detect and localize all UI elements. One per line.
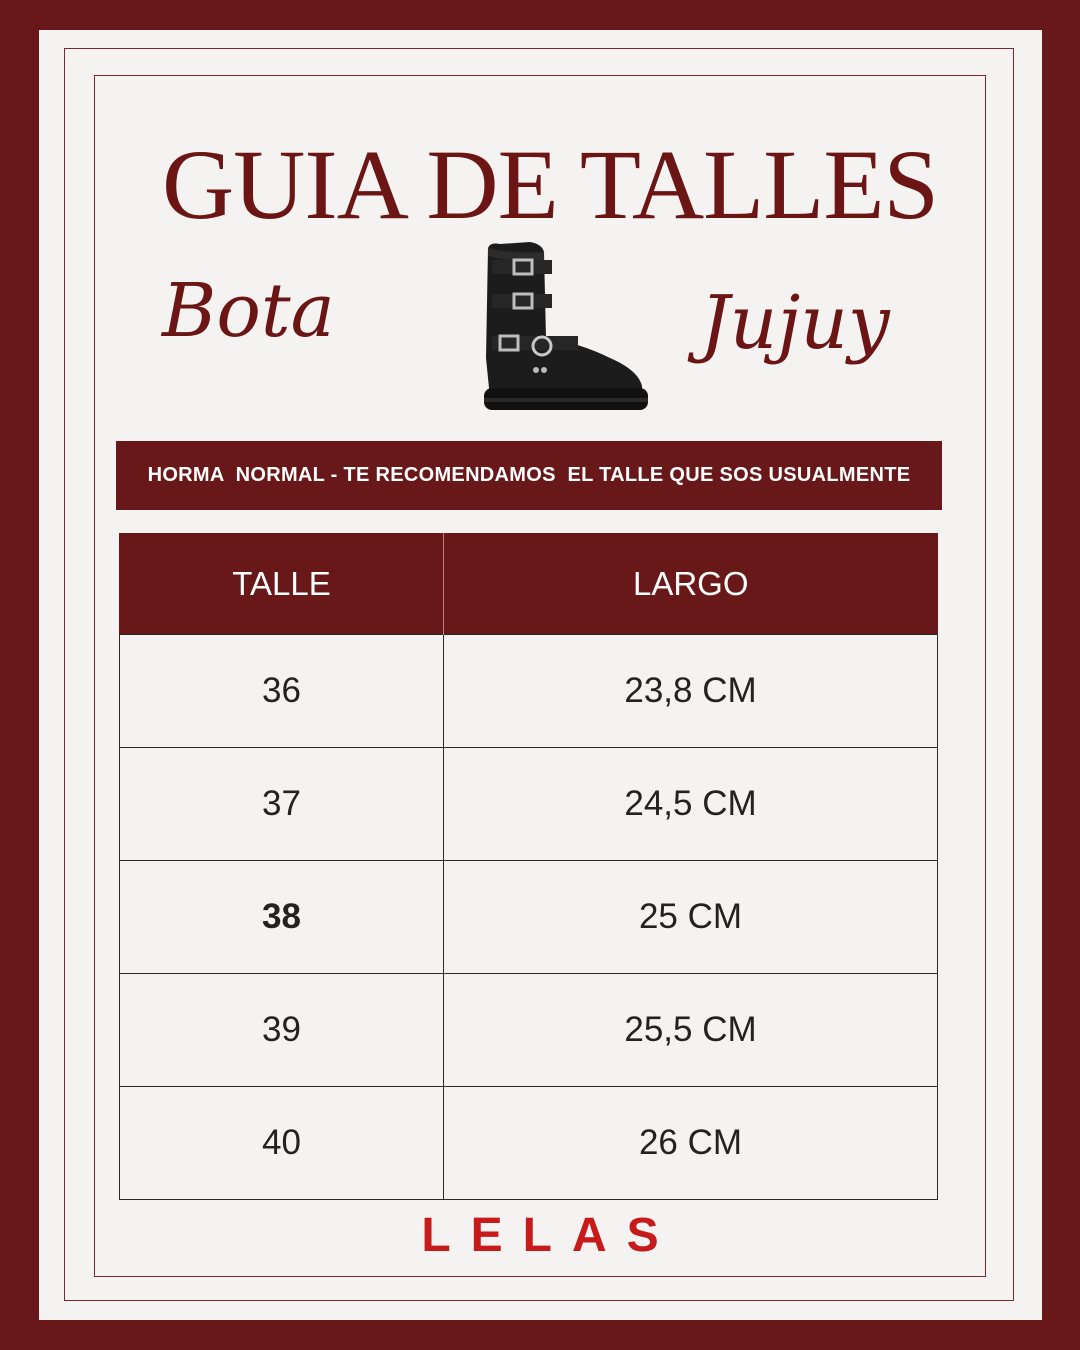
brand-logo: LELAS <box>421 1209 679 1262</box>
table-row <box>120 974 938 1087</box>
fit-banner: HORMA NORMAL - TE RECOMENDAMOS EL TALLE QUE SOS USUALMENTE <box>116 441 942 510</box>
table-row <box>120 1087 938 1200</box>
subtitle-right: Jujuy <box>700 280 890 366</box>
cell-largo: 24,5 CM <box>444 748 938 861</box>
page-title: GUIA DE TALLES <box>161 129 939 240</box>
cell-largo: 25 CM <box>444 861 938 974</box>
cell-talle: 37 <box>120 748 444 861</box>
header-talle: TALLE <box>120 533 444 635</box>
cell-talle: 36 <box>120 635 444 748</box>
cell-largo: 26 CM <box>444 1087 938 1200</box>
table-row <box>120 861 938 974</box>
cell-largo: 23,8 CM <box>444 635 938 748</box>
subtitle-left: Bota <box>162 268 335 354</box>
cell-largo: 25,5 CM <box>444 974 938 1087</box>
header-largo: LARGO <box>444 533 938 635</box>
cell-talle: 39 <box>120 974 444 1087</box>
table-row <box>120 635 938 748</box>
table-row <box>120 748 938 861</box>
cell-talle: 40 <box>120 1087 444 1200</box>
table-header-row <box>120 533 938 635</box>
cell-talle: 38 <box>120 861 444 974</box>
size-table <box>119 533 938 1200</box>
boot-image <box>470 238 660 416</box>
